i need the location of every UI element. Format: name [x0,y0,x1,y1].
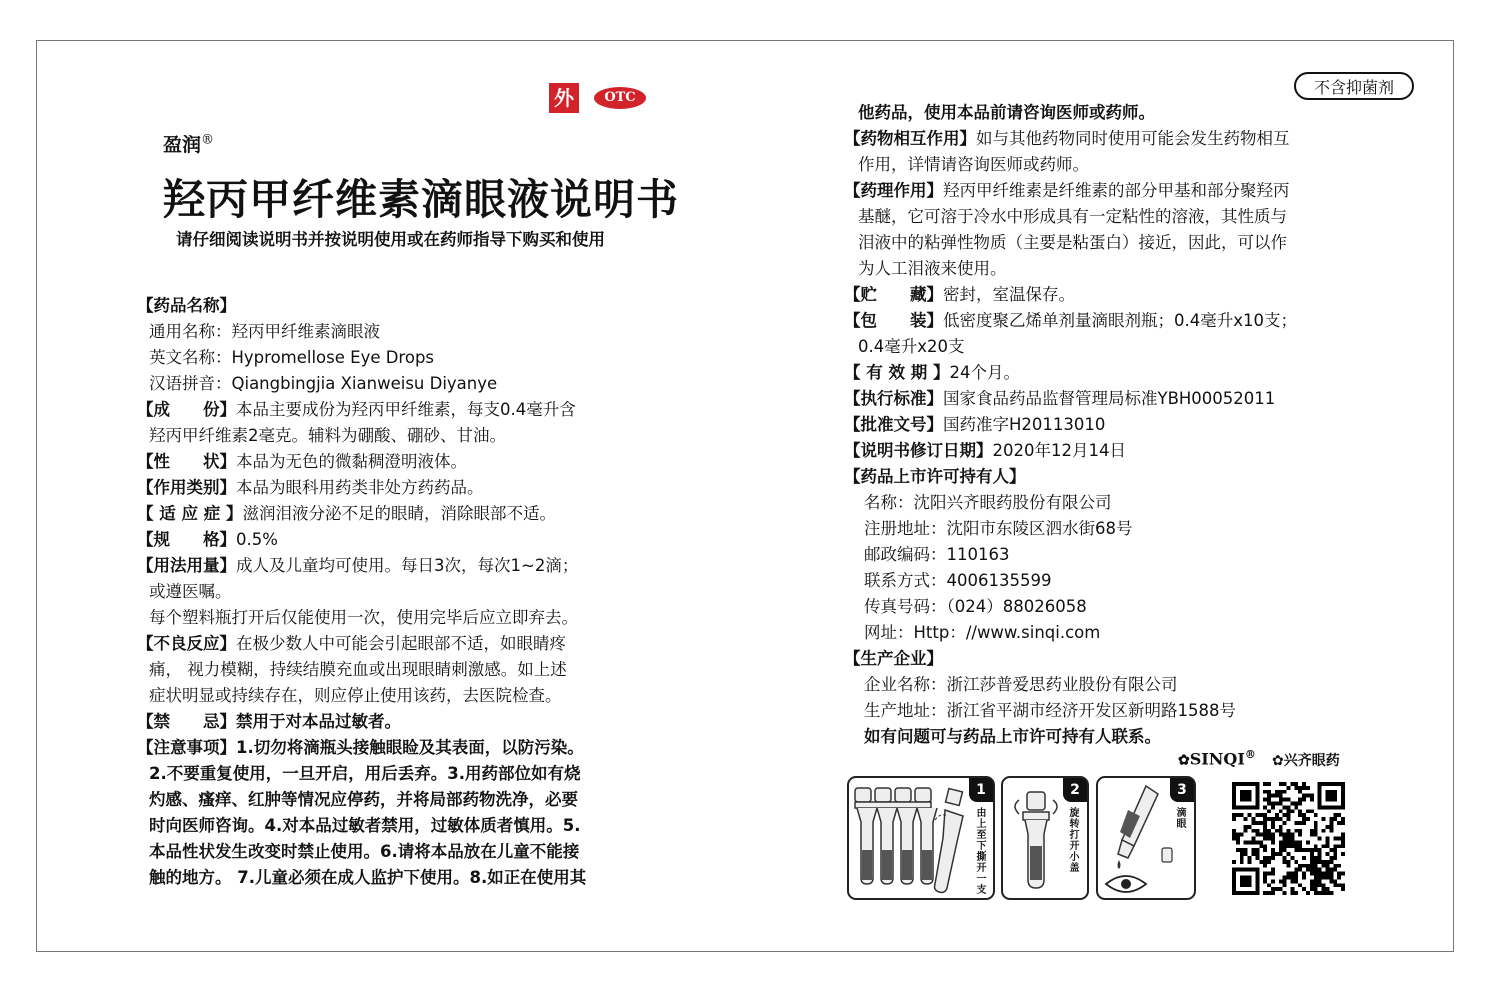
sinqi-cn-logo-text: 兴齐眼药 [1283,753,1340,769]
brand-name-text: 盈润 [163,134,202,156]
section-line [137,553,578,579]
qr-code-icon [1232,782,1345,895]
section-text: 本品主要成份为羟丙甲纤维素，每支0.4毫升含 [236,400,576,419]
section-heading: 【药品名称】 [137,296,236,315]
step-3-caption: 滴眼 [1176,808,1187,830]
sinqi-logo [1178,748,1256,768]
section-text: 1.切勿将滴瓶头接触眼睑及其表面，以防污染。 [236,738,584,757]
step-2-number: 2 [1063,778,1087,802]
section-label: 【用法用量】 [137,556,236,575]
sinqi-flower-icon: ✿ [1178,752,1190,769]
section-line [137,709,401,735]
brand-reg-mark: ® [201,132,215,148]
section-heading: 【生产企业】 [844,649,943,668]
section-line [844,360,1020,386]
text-line: 企业名称：浙江莎普爱思药业股份有限公司 [864,675,1178,694]
section-line [844,438,1126,464]
section-heading: 灼感、瘙痒、红肿等情况应停药，并将局部药物洗净，必要 [149,790,578,809]
page-subtitle: 请仔细阅读说明书并按说明使用或在药师指导下购买和使用 [176,230,605,249]
no-preservative-badge: 不含抑菌剂 [1294,72,1414,100]
section-line [844,412,1105,438]
text-line: 汉语拼音：Qiangbingjia Xianweisu Diyanye [149,374,498,393]
text-line: 生产地址：浙江省平湖市经济开发区新明路1588号 [864,701,1236,720]
text-line: 为人工泪液来使用。 [858,259,1007,278]
text-line: 羟丙甲纤维素2毫克。辅料为硼酸、硼砂、甘油。 [149,426,506,445]
eye-drop-icon [1100,780,1176,898]
section-text: 密封，室温保存。 [943,285,1075,304]
text-line: 泪液中的粘弹性物质（主要是粘蛋白）接近，因此，可以作 [858,233,1287,252]
twist-cap-icon [1005,780,1067,898]
brand-name [163,130,214,157]
section-text: 24个月。 [949,363,1020,382]
section-text: 滋润泪液分泌不足的眼睛，消除眼部不适。 [242,504,556,523]
text-line: 或遵医嘱。 [149,582,232,601]
page-title: 羟丙甲纤维素滴眼液说明书 [163,175,680,224]
step-3-number: 3 [1170,778,1194,802]
step-1-caption: 由上至下撕开一支 [976,808,987,896]
section-heading: 如有问题可与药品上市许可持有人联系。 [864,727,1161,746]
section-line [844,178,1290,204]
section-text: 2020年12月14日 [992,441,1126,460]
section-text: 如与其他药物同时使用可能会发生药物相互 [976,129,1290,148]
step-1-panel [847,776,995,900]
section-label: 【注意事项】 [137,738,236,757]
text-line: 注册地址：沈阳市东陵区泗水街68号 [864,519,1133,538]
vial-strip-icon [851,780,975,898]
section-text: 本品为眼科用药类非处方药药品。 [236,478,484,497]
sinqi-logo-text: SINQI [1189,749,1245,769]
section-heading: 2.不要重复使用，一旦开启，用后丢弃。3.用药部位如有烧 [149,764,581,783]
section-text: 国药准字H20113010 [943,415,1106,434]
text-line: 网址：Http：//www.sinqi.com [864,623,1101,642]
section-label: 【药理作用】 [844,181,943,200]
step-3-panel [1096,776,1196,900]
sinqi-reg-mark: ® [1244,748,1256,761]
section-line [137,501,556,527]
section-text: 国家食品药品监督管理局标准YBH00052011 [943,389,1276,408]
section-text: 在极少数人中可能会引起眼部不适，如眼睛疼 [236,634,566,653]
section-line [137,449,467,475]
text-line: 联系方式：4006135599 [864,571,1052,590]
text-line: 邮政编码：110163 [864,545,1010,564]
text-line: 症状明显或持续存在，则应停止使用该药，去医院检查。 [149,686,562,705]
section-heading: 他药品，使用本品前请咨询医师或药师。 [858,103,1155,122]
section-label: 【 适 应 症 】 [137,504,243,523]
text-line: 痛， 视力模糊，持续结膜充血或出现眼睛刺激感。如上述 [149,660,567,679]
section-text: 本品为无色的微黏稠澄明液体。 [236,452,467,471]
section-label: 【 有 效 期 】 [844,363,950,382]
section-heading: 时向医师咨询。4.对本品过敏者禁用，过敏体质者慎用。5. [149,816,581,835]
text-line: 通用名称：羟丙甲纤维素滴眼液 [149,322,380,341]
text-line: 基醚，它可溶于冷水中形成具有一定粘性的溶液，其性质与 [858,207,1287,226]
text-line: 0.4毫升x20支 [858,337,965,356]
section-line [137,397,576,423]
step-1-number: 1 [969,778,993,802]
section-label: 【执行标准】 [844,389,943,408]
section-heading: 触的地方。 7.儿童必须在成人监护下使用。8.如正在使用其 [149,868,587,887]
text-line: 名称：沈阳兴齐眼药股份有限公司 [864,493,1112,512]
section-label: 【贮 藏】 [844,285,943,304]
text-line: 传真号码：（024）88026058 [864,597,1087,616]
section-label: 【性 状】 [137,452,236,471]
section-line [137,527,278,553]
section-label: 【包 装】 [844,311,943,330]
text-line: 作用，详情请咨询医师或药师。 [858,155,1089,174]
external-use-mark: 外 [549,83,579,113]
section-text: 0.5% [236,530,278,549]
section-line [844,308,1297,334]
section-label: 【作用类别】 [137,478,236,497]
section-line [137,475,484,501]
section-line [137,735,584,761]
section-label: 【成 份】 [137,400,236,419]
step-2-panel [1001,776,1089,900]
text-line: 英文名称：Hypromellose Eye Drops [149,348,435,367]
section-line [844,386,1275,412]
section-label: 【不良反应】 [137,634,236,653]
section-text: 羟丙甲纤维素是纤维素的部分甲基和部分聚羟丙 [943,181,1290,200]
sinqi-flower-icon: ✿ [1272,753,1284,769]
section-heading: 本品性状发生改变时禁止使用。6.请将本品放在儿童不能接 [149,842,580,861]
text-line: 每个塑料瓶打开后仅能使用一次，使用完毕后应立即弃去。 [149,608,578,627]
step-2-caption: 旋转打开小盖 [1069,808,1080,874]
section-text: 禁用于对本品过敏者。 [236,712,401,731]
section-label: 【药物相互作用】 [844,129,976,148]
section-line [137,631,566,657]
section-label: 【批准文号】 [844,415,943,434]
section-heading: 【药品上市许可持有人】 [844,467,1026,486]
otc-mark: OTC [594,87,646,109]
section-line [844,126,1290,152]
section-label: 【禁 忌】 [137,712,236,731]
section-text: 成人及儿童均可使用。每日3次，每次1~2滴； [236,556,579,575]
section-label: 【规 格】 [137,530,236,549]
section-text: 低密度聚乙烯单剂量滴眼剂瓶；0.4毫升x10支； [943,311,1298,330]
section-line [844,282,1075,308]
sinqi-cn-logo [1272,750,1340,770]
section-label: 【说明书修订日期】 [844,441,993,460]
